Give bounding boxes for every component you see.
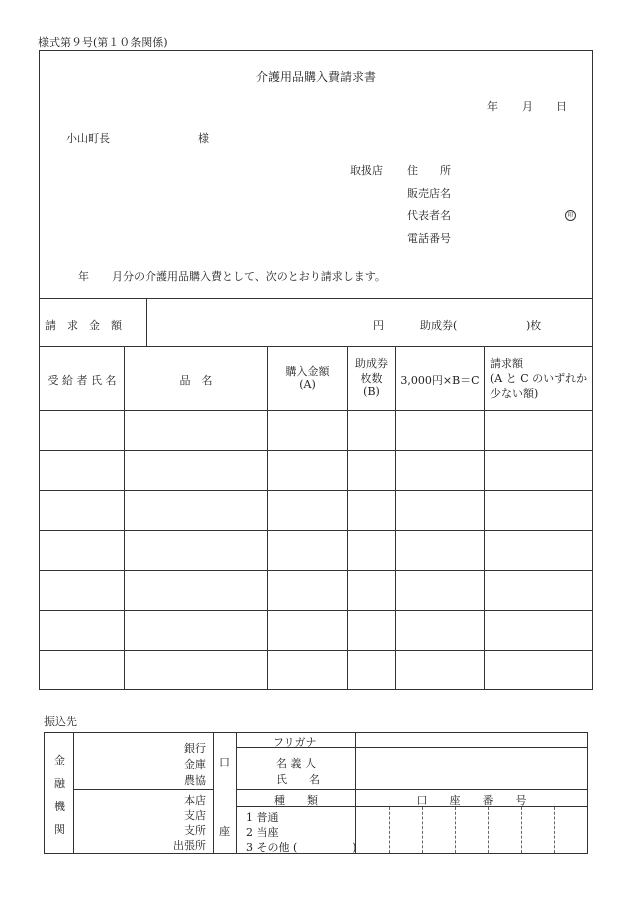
amount-voucher-unit: )枚 xyxy=(526,319,542,332)
furigana-label: フリガナ xyxy=(273,736,317,749)
account-char-1: 口 xyxy=(219,756,230,769)
account-number-field[interactable] xyxy=(357,808,586,852)
holder-label: 名 義 人 xyxy=(276,757,316,770)
amount-voucher-label: 助成券( xyxy=(420,319,458,332)
account-number-label: 口 座 番 号 xyxy=(416,794,527,807)
table-row[interactable] xyxy=(40,571,592,610)
branch-sub: 支所 xyxy=(184,824,206,837)
bank-section-label: 振込先 xyxy=(44,715,77,728)
dealer-label: 取扱店 xyxy=(350,164,383,177)
header-claim-note1: (A と C のいずれか xyxy=(490,372,588,385)
statement-text: 月分の介護用品購入費として、次のとおり請求します。 xyxy=(112,270,386,283)
dealer-store-label: 販売店名 xyxy=(407,187,451,200)
header-purchase-a: (A) xyxy=(299,378,316,391)
table-row[interactable] xyxy=(40,531,592,570)
seal-icon: 印 xyxy=(565,207,576,221)
statement-year: 年 xyxy=(78,270,89,283)
header-item: 品 名 xyxy=(179,374,213,387)
form-number: 様式第９号(第１０条関係) xyxy=(38,36,168,49)
table-row[interactable] xyxy=(40,411,592,450)
kind-label: 種 類 xyxy=(274,794,318,807)
table-row[interactable] xyxy=(40,611,592,650)
date-month: 月 xyxy=(522,100,533,113)
header-vouchers-b: (B) xyxy=(363,385,380,398)
institution-char-1: 金 xyxy=(54,754,65,767)
kind-option-other[interactable]: 3 その他 ( ) xyxy=(246,841,357,854)
header-purchase: 購入金額 xyxy=(285,365,330,378)
header-claim: 請求額 xyxy=(490,357,523,370)
holder-name-label: 氏 名 xyxy=(276,773,320,786)
branch-main: 本店 xyxy=(184,794,206,807)
dealer-representative-label: 代表者名 xyxy=(407,209,451,222)
header-recipient: 受 給 者 氏 名 xyxy=(47,374,117,387)
table-row[interactable] xyxy=(40,651,592,689)
dealer-phone-label: 電話番号 xyxy=(407,232,451,245)
table-row[interactable] xyxy=(40,451,592,490)
account-char-2: 座 xyxy=(219,825,230,838)
branch-office: 出張所 xyxy=(173,839,206,852)
kind-option-current[interactable]: 2 当座 xyxy=(246,826,279,839)
header-calc: 3,000円×B＝C xyxy=(400,374,480,387)
institution-char-2: 融 xyxy=(54,777,65,790)
type-bank: 銀行 xyxy=(184,742,206,755)
institution-char-3: 機 xyxy=(54,800,65,813)
header-vouchers-count: 枚数 xyxy=(360,372,383,385)
branch-branch: 支店 xyxy=(184,809,206,822)
institution-char-4: 関 xyxy=(54,823,65,836)
table-row[interactable] xyxy=(40,491,592,530)
date-year: 年 xyxy=(487,100,498,113)
addressee-name: 小山町長 xyxy=(66,132,110,145)
holder-name-field[interactable] xyxy=(357,749,586,788)
furigana-field[interactable] xyxy=(357,734,586,746)
addressee-honorific: 様 xyxy=(198,132,209,145)
type-nokyo: 農協 xyxy=(184,774,206,787)
header-vouchers: 助成券 xyxy=(355,357,388,370)
date-day: 日 xyxy=(556,100,567,113)
header-claim-note2: 少ない額) xyxy=(490,387,539,400)
amount-yen: 円 xyxy=(373,319,384,332)
amount-label: 請 求 金 額 xyxy=(45,319,122,332)
form-title: 介護用品購入費請求書 xyxy=(256,70,377,84)
type-shinkin: 金庫 xyxy=(184,758,206,771)
kind-option-ordinary[interactable]: 1 普通 xyxy=(246,811,279,824)
dealer-address-label: 住 所 xyxy=(407,164,451,177)
